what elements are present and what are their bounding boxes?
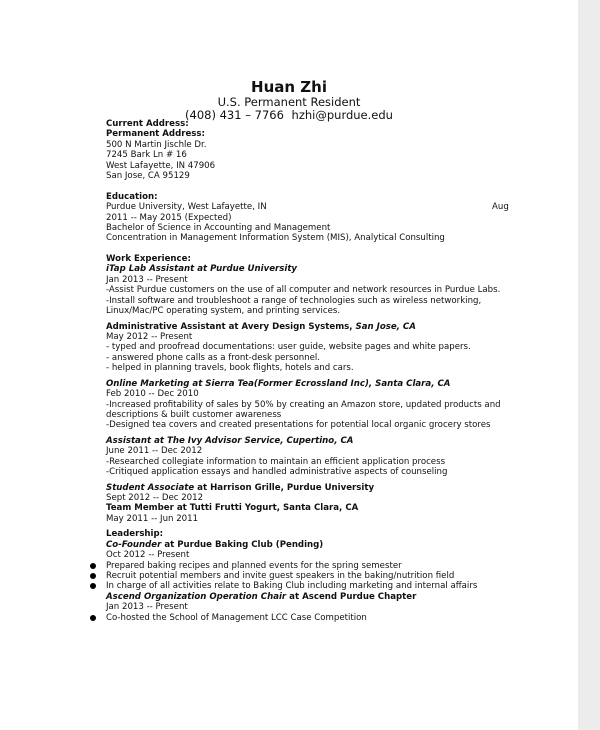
job-title (106, 483, 526, 493)
job-detail: descriptions & built customer awareness (106, 409, 282, 420)
work-heading: Work Experience: (106, 254, 191, 265)
bullet-text: Co-hosted the School of Management LCC Case Competition (106, 612, 367, 623)
bullet-icon (90, 563, 96, 569)
address-line: 500 N Martin Jischle Dr. (106, 139, 207, 150)
list-item (106, 571, 526, 581)
job-title: iTap Lab Assistant at Purdue University (106, 264, 298, 275)
job-detail: - helped in planning travels, book flights, hotels and cars. (106, 363, 354, 374)
education-degree: Bachelor of Science in Accounting and Management (106, 222, 331, 233)
job-dates: Sept 2012 -- Dec 2012 (106, 493, 204, 504)
job-detail: Linux/Mac/PC operating system, and printing services. (106, 306, 341, 317)
applicant-name: Huan Zhi (251, 78, 327, 96)
bullet-text: In charge of all activities relate to Baking Club including marketing and internal affairs (106, 581, 478, 592)
leadership-role-title: Ascend Organization Operation Chair (106, 591, 287, 602)
job-detail: -Assist Purdue customers on the use of all computer and network resources in Purdue Labs. (106, 285, 501, 296)
bullet-icon (90, 573, 96, 579)
leadership-role (106, 540, 526, 550)
list-item (106, 561, 526, 571)
address-line: 7245 Bark Ln # 16 (106, 150, 187, 161)
job-detail: -Install software and troubleshoot a range of technologies such as wireless networking, (106, 295, 482, 306)
job-detail: -Increased profitability of sales by 50% by creating an Amazon store, updated products and (106, 399, 501, 410)
leadership-dates: Oct 2012 -- Present (106, 550, 190, 561)
job-detail: - answered phone calls as a front-desk personnel. (106, 352, 321, 363)
leadership-role-org: at Ascend Purdue Chapter (286, 591, 417, 602)
job-detail: - typed and proofread documentations: user guide, website pages and white papers. (106, 342, 471, 353)
address-line: West Lafayette, IN 47906 (106, 160, 216, 171)
viewer-background (578, 0, 600, 730)
education-school: Purdue University, West Lafayette, IN (106, 202, 267, 213)
list-item (106, 613, 526, 623)
education-heading: Education: (106, 191, 158, 202)
job-title-location: at Harrison Grille, Purdue University (194, 482, 375, 493)
job-title-location: San Jose, CA (355, 321, 416, 332)
bullet-text: Recruit potential members and invite guest speakers in the baking/nutrition field (106, 570, 455, 581)
job-dates: May 2012 -- Present (106, 332, 193, 342)
job-title: Assistant at The Ivy Advisor Service, Cupertino, CA (106, 435, 354, 446)
job-detail: -Designed tea covers and created presentations for potential local organic grocery stores (106, 420, 491, 431)
bullet-text: Prepared baking recipes and planned events for the spring semester (106, 560, 402, 571)
job-dates: May 2011 -- Jun 2011 (106, 513, 199, 524)
job-detail: -Critiqued application essays and handled administrative aspects of counseling (106, 467, 448, 478)
residency-status: U.S. Permanent Resident (217, 95, 361, 109)
job-title: Team Member at Tutti Frutti Yogurt, Santa Clara, CA (106, 503, 359, 514)
job-detail: -Researched collegiate information to maintain an efficient application process (106, 456, 446, 467)
leadership-dates: Jan 2013 -- Present (106, 602, 188, 613)
job-title (106, 322, 526, 332)
job-title: Online Marketing at Sierra Tea(Former Ecrossland Inc), Santa Clara, CA (106, 378, 451, 389)
leadership-role-org: at Purdue Baking Club (Pending) (161, 539, 324, 550)
bullet-icon (90, 615, 96, 621)
job-title-role: Student Associate (106, 482, 195, 493)
education-school-line (106, 202, 526, 212)
leadership-role (106, 592, 526, 602)
job-dates: Jan 2013 -- Present (106, 274, 188, 285)
resume-body (106, 119, 526, 623)
email-address[interactable]: hzhi@purdue.edu (291, 108, 393, 122)
bullet-icon (90, 583, 96, 589)
job-dates: June 2011 -- Dec 2012 (106, 446, 203, 457)
education-concentration: Concentration in Management Information System (MIS), Analytical Consulting (106, 233, 445, 244)
leadership-heading: Leadership: (106, 529, 164, 540)
job-dates: Feb 2010 -- Dec 2010 (106, 389, 199, 400)
current-address-label: Current Address: (106, 119, 189, 129)
address-line: San Jose, CA 95129 (106, 170, 190, 181)
education-date-start: Aug (492, 202, 509, 213)
permanent-address-label: Permanent Address: (106, 129, 205, 140)
education-dates: 2011 -- May 2015 (Expected) (106, 212, 232, 223)
phone-number: (408) 431 – 7766 (185, 108, 284, 122)
leadership-role-title: Co-Founder (106, 539, 162, 550)
list-item (106, 581, 526, 591)
job-title-role: Administrative Assistant at Avery Design Systems, (106, 321, 356, 332)
